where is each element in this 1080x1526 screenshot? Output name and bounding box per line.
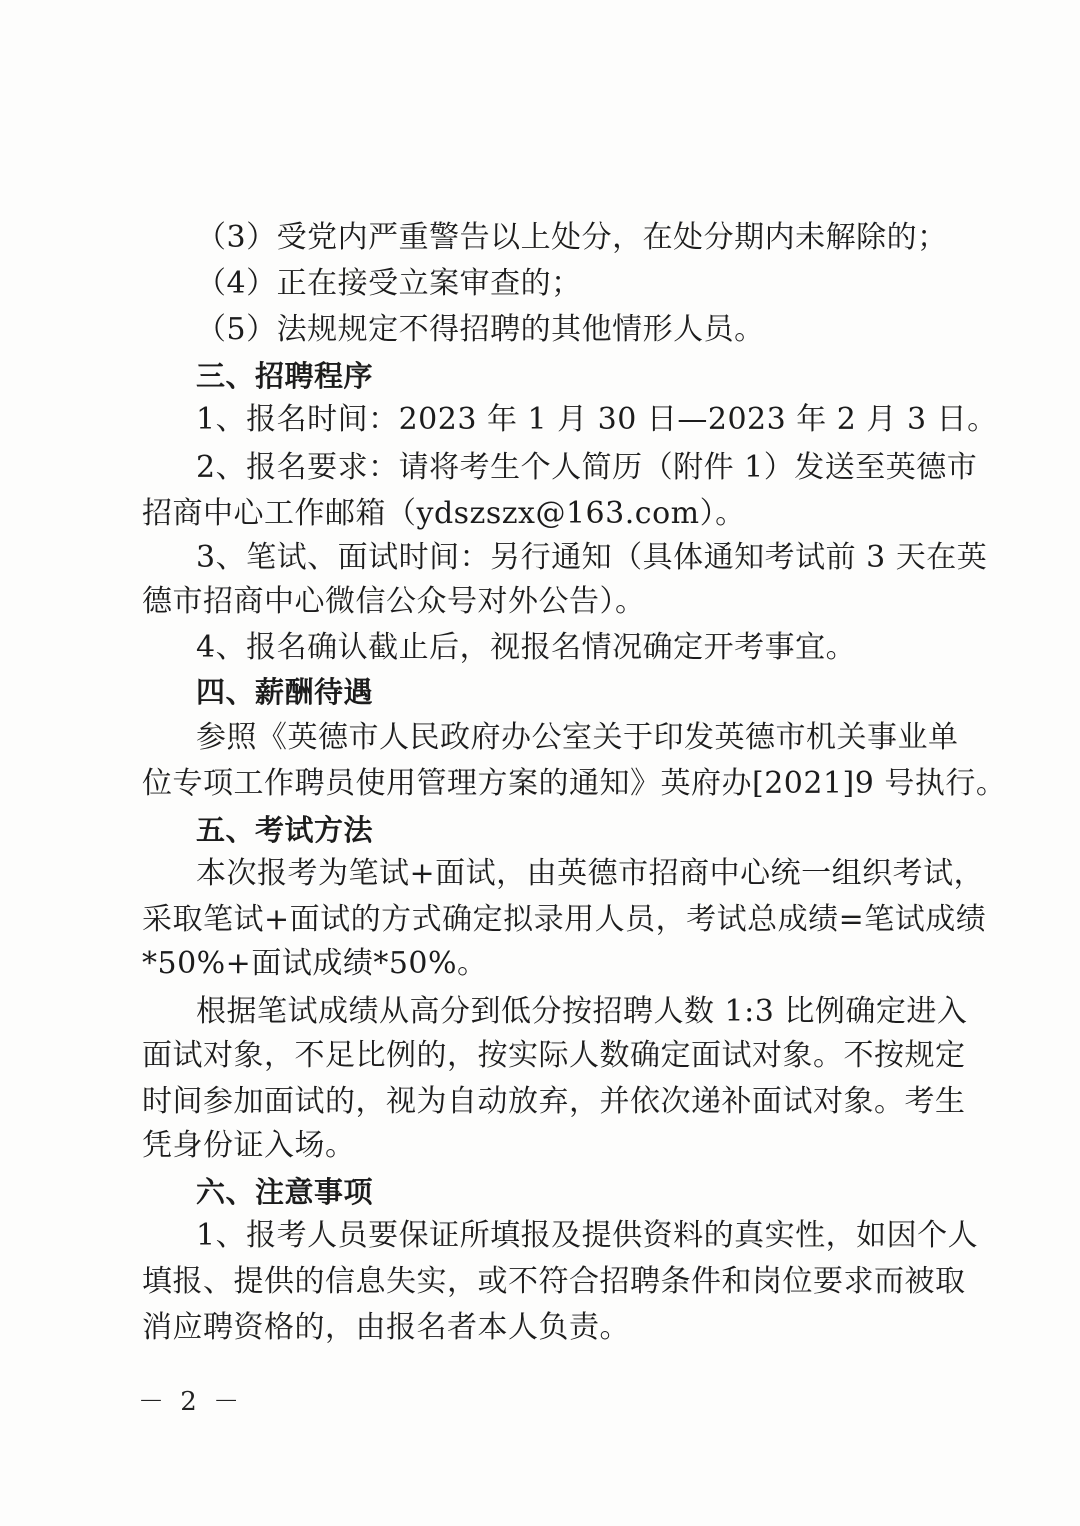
paragraph-line: 位专项工作聘员使用管理方案的通知》英府办[2021]9 号执行。	[142, 766, 1007, 801]
paragraph-line: 时间参加面试的，视为自动放弃，并依次递补面试对象。考生	[142, 1084, 966, 1119]
paragraph-line: 面试对象，不足比例的，按实际人数确定面试对象。不按规定	[142, 1038, 966, 1073]
list-item-disqualification-4: （4）正在接受立案审查的；	[196, 266, 582, 301]
list-item-disqualification-3: （3）受党内严重警告以上处分，在处分期内未解除的；	[196, 220, 948, 255]
paragraph-line: 德市招商中心微信公众号对外公告）。	[142, 584, 646, 619]
paragraph-registration-time: 1、报名时间：2023 年 1 月 30 日—2023 年 2 月 3 日。	[196, 402, 998, 437]
page-number: － 2 －	[138, 1387, 244, 1417]
section-heading-exam-method: 五、考试方法	[196, 813, 374, 847]
list-item-disqualification-5: （5）法规规定不得招聘的其他情形人员。	[196, 312, 765, 347]
paragraph-line: 采取笔试+面试的方式确定拟录用人员，考试总成绩=笔试成绩	[142, 902, 987, 937]
paragraph-line: 招商中心工作邮箱（ydszszx@163.com）。	[142, 496, 746, 531]
paragraph-exam-time: 3、笔试、面试时间：另行通知（具体通知考试前 3 天在英	[196, 540, 988, 575]
section-heading-procedure: 三、招聘程序	[196, 359, 374, 393]
paragraph-notes-1: 1、报考人员要保证所填报及提供资料的真实性，如因个人	[196, 1218, 979, 1253]
paragraph-registration-confirmation: 4、报名确认截止后，视报名情况确定开考事宜。	[196, 630, 857, 665]
paragraph-registration-requirements: 2、报名要求：请将考生个人简历（附件 1）发送至英德市	[196, 450, 978, 485]
paragraph-line: 消应聘资格的，由报名者本人负责。	[142, 1310, 630, 1345]
section-heading-salary: 四、薪酬待遇	[196, 675, 374, 709]
paragraph-line: 填报、提供的信息失实，或不符合招聘条件和岗位要求而被取	[142, 1264, 966, 1299]
paragraph-exam-method: 本次报考为笔试+面试，由英德市招商中心统一组织考试，	[196, 856, 985, 891]
section-heading-notes: 六、注意事项	[196, 1175, 374, 1209]
paragraph-interview-selection: 根据笔试成绩从高分到低分按招聘人数 1:3 比例确定进入	[196, 994, 968, 1029]
paragraph-salary: 参照《英德市人民政府办公室关于印发英德市机关事业单	[196, 720, 959, 755]
paragraph-line: *50%+面试成绩*50%。	[142, 946, 488, 981]
paragraph-line: 凭身份证入场。	[142, 1128, 356, 1163]
